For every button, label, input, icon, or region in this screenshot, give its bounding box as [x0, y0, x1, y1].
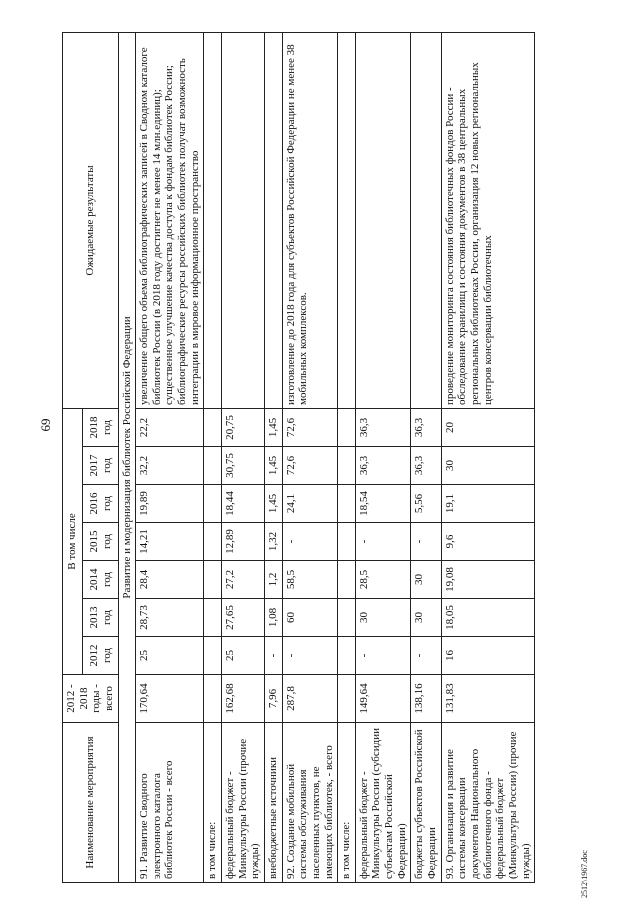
section-row — [118, 33, 136, 883]
row-year-value — [338, 523, 356, 561]
rotated-table-container — [62, 33, 582, 883]
row-year-value: - — [411, 523, 441, 561]
row-year-value: - — [355, 637, 411, 675]
table-row — [222, 33, 265, 883]
row-label: бюджеты субъектов Российской Федерации — [411, 723, 441, 883]
row-total: 149,64 — [355, 675, 411, 723]
row-label: 92. Создание мобильной системы обслуживания населенных пунктов, не имеющих библиотек, - всего — [282, 723, 338, 883]
row-total: 162,68 — [222, 675, 265, 723]
program-activities-table — [62, 32, 535, 883]
row-year-value: 36,3 — [411, 409, 441, 447]
row-year-value: 30,75 — [222, 447, 265, 485]
row-result — [264, 33, 282, 409]
row-year-value: 20 — [441, 409, 534, 447]
row-year-value: 22,2 — [136, 409, 204, 447]
row-result: изготовление до 2018 года для субъектов Российской Федерации не менее 38 мобильных комплексов. — [282, 33, 338, 409]
row-year-value: 1,08 — [264, 599, 282, 637]
table-row — [204, 33, 222, 883]
header-year: 2016 год — [83, 485, 118, 523]
header-year: 2012 год — [83, 637, 118, 675]
row-year-value: 20,75 — [222, 409, 265, 447]
row-year-value: - — [264, 637, 282, 675]
row-year-value: 18,05 — [441, 599, 534, 637]
row-total — [204, 675, 222, 723]
row-year-value — [338, 637, 356, 675]
row-year-value: 9,6 — [441, 523, 534, 561]
row-year-value: 14,21 — [136, 523, 204, 561]
header-year: 2014 год — [83, 561, 118, 599]
row-year-value: 1,45 — [264, 409, 282, 447]
row-year-value: 28,5 — [355, 561, 411, 599]
row-year-value — [204, 523, 222, 561]
row-year-value: 27,65 — [222, 599, 265, 637]
row-year-value: - — [282, 637, 338, 675]
row-total: 287,8 — [282, 675, 338, 723]
row-year-value — [204, 561, 222, 599]
header-year: 2017 год — [83, 447, 118, 485]
row-year-value: 36,3 — [355, 409, 411, 447]
row-year-value — [338, 485, 356, 523]
row-label: внебюджетные источники — [264, 723, 282, 883]
row-result — [204, 33, 222, 409]
row-year-value: 36,3 — [411, 447, 441, 485]
row-year-value — [338, 561, 356, 599]
footer-code: 2512\1967.doc — [580, 850, 589, 898]
row-year-value — [204, 485, 222, 523]
row-year-value: 19,08 — [441, 561, 534, 599]
row-year-value: 72,6 — [282, 409, 338, 447]
row-year-value: 1,45 — [264, 447, 282, 485]
row-total: 131,83 — [441, 675, 534, 723]
row-year-value: 60 — [282, 599, 338, 637]
row-total: 7,96 — [264, 675, 282, 723]
row-label: федеральный бюджет - Минкультуры России (прочие нужды) — [222, 723, 265, 883]
row-year-value — [204, 599, 222, 637]
row-year-value: 19,89 — [136, 485, 204, 523]
table-row — [441, 33, 534, 883]
row-result: проведение мониторинга состояния библиотечных фондов России - обследование хранилищ и состояния документов в 38 центральных региональных библиотеках России, организация 12 новых региональных центров консервации библиотечных — [441, 33, 534, 409]
row-year-value — [204, 637, 222, 675]
row-year-value: 36,3 — [355, 447, 411, 485]
row-label: в том числе: — [204, 723, 222, 883]
row-year-value: 25 — [222, 637, 265, 675]
row-year-value — [204, 409, 222, 447]
header-year: 2018 год — [83, 409, 118, 447]
row-year-value: 72,6 — [282, 447, 338, 485]
row-year-value: 12,89 — [222, 523, 265, 561]
row-year-value: 30 — [355, 599, 411, 637]
row-result — [338, 33, 356, 409]
row-label: федеральный бюджет - Минкультуры России (субсидии субъектам Российской Федерации) — [355, 723, 411, 883]
row-year-value — [338, 599, 356, 637]
row-year-value: 58,5 — [282, 561, 338, 599]
row-year-value: 1,32 — [264, 523, 282, 561]
header-year: 2015 год — [83, 523, 118, 561]
header-total: 2012 - 2018 годы - всего — [63, 675, 119, 723]
row-year-value: 16 — [441, 637, 534, 675]
row-total: 138,16 — [411, 675, 441, 723]
row-year-value: 30 — [411, 561, 441, 599]
row-year-value: 30 — [441, 447, 534, 485]
header-name: Наименование мероприятия — [63, 723, 119, 883]
row-year-value: 19,1 — [441, 485, 534, 523]
row-year-value: - — [411, 637, 441, 675]
row-year-value: 24,1 — [282, 485, 338, 523]
section-title: Развитие и модернизация библиотек Российской Федерации — [118, 33, 136, 883]
table-row — [355, 33, 411, 883]
row-year-value — [338, 409, 356, 447]
row-year-value: 1,45 — [264, 485, 282, 523]
row-year-value — [204, 447, 222, 485]
table-row — [282, 33, 338, 883]
row-label: 93. Организация и развитие системы консервации документов Национального библиотечного фонда - федеральный бюджет (Минкультуры России) (прочие нужды) — [441, 723, 534, 883]
row-year-value: 27,2 — [222, 561, 265, 599]
row-year-value: 28,73 — [136, 599, 204, 637]
row-label: 91. Развитие Сводного электронного каталога библиотек России - всего — [136, 723, 204, 883]
row-year-value: 30 — [411, 599, 441, 637]
row-result — [411, 33, 441, 409]
table-row — [264, 33, 282, 883]
row-year-value: 25 — [136, 637, 204, 675]
row-year-value: 32,2 — [136, 447, 204, 485]
row-total — [338, 675, 356, 723]
row-year-value: - — [355, 523, 411, 561]
table-row — [136, 33, 204, 883]
row-year-value: 28,4 — [136, 561, 204, 599]
row-year-value: 18,44 — [222, 485, 265, 523]
row-result — [355, 33, 411, 409]
row-result: увеличение общего объема библиографических записей в Сводном каталоге библиотек России (в 2018 году достигнет не менее 14 млн.единиц); существенное улучшение качества доступа к фондам библиотек России; библиографические ресурсы российских библиотек получат возможность интеграции в мировое информационное пространство — [136, 33, 204, 409]
header-incl: В том числе — [63, 409, 83, 675]
row-year-value: 1,2 — [264, 561, 282, 599]
row-year-value: 18,54 — [355, 485, 411, 523]
row-label: в том числе: — [338, 723, 356, 883]
header-results: Ожидаемые результаты — [63, 33, 119, 409]
table-row — [338, 33, 356, 883]
row-year-value — [338, 447, 356, 485]
page-number: 69 — [38, 418, 53, 432]
row-result — [222, 33, 265, 409]
row-year-value: 5,56 — [411, 485, 441, 523]
row-year-value: - — [282, 523, 338, 561]
table-row — [411, 33, 441, 883]
row-total: 170,64 — [136, 675, 204, 723]
header-year: 2013 год — [83, 599, 118, 637]
